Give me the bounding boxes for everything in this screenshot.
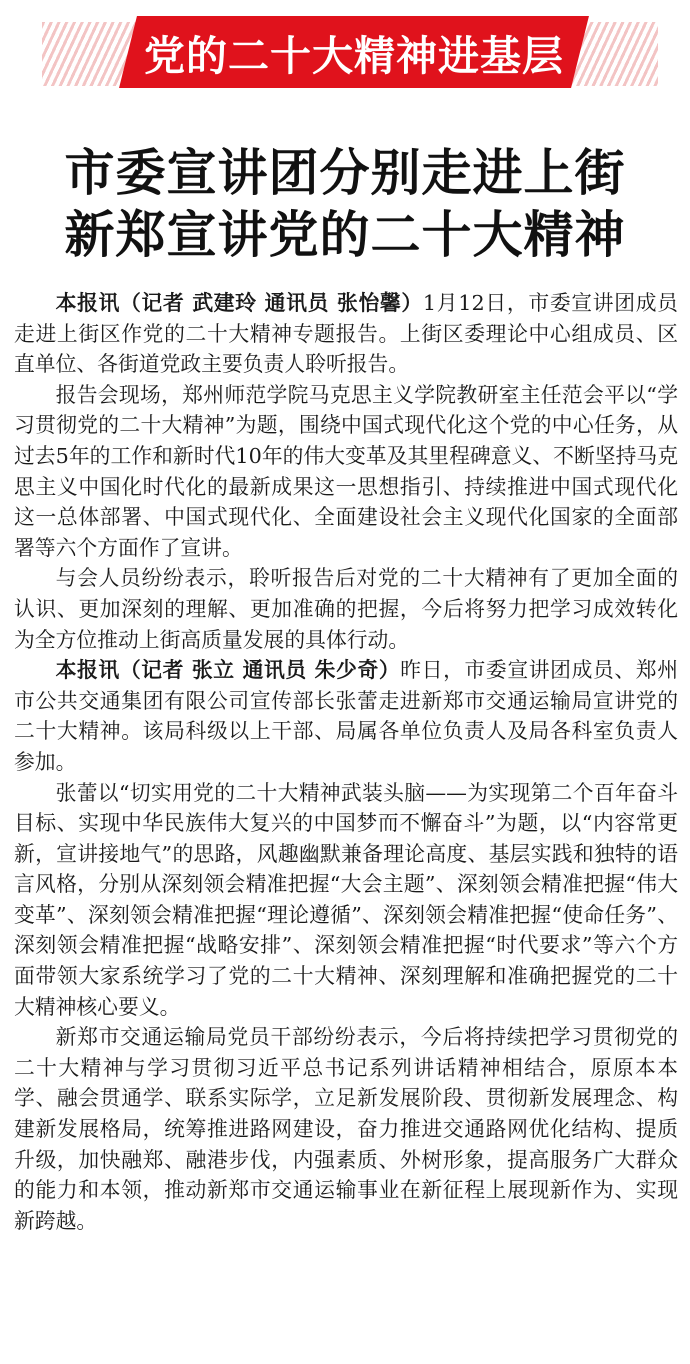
column-label: 党的二十大精神进基层 (144, 31, 564, 80)
paragraph-lead: 本报讯（记者 张立 通讯员 朱少奇） (55, 658, 401, 683)
headline-line-2: 新郑宣讲党的二十大精神 (64, 206, 626, 264)
paragraph-text: 昨日，市委宣讲团成员、郑州市公共交通集团有限公司宣传部长张蕾走进新郑市交通运输局宣讲党的二十大精神。该局科级以上干部、局属各单位负责人及局各科室负责人参加。 (14, 658, 678, 774)
headline (0, 142, 690, 266)
paragraph-5 (14, 778, 678, 1023)
paragraph-lead: 本报讯（记者 武建玲 通讯员 张怡馨） (55, 291, 423, 315)
article-body (14, 288, 678, 1236)
paragraph-text: 报告会现场，郑州师范学院马克思主义学院教研室主任范会平以“学习贯彻党的二十大精神”为题，围绕中国式现代化这个党的中心任务，从过去5年的工作和新时代10年的伟大变革及其里程碑意义、不断坚持马克思主义中国化时代化的最新成果这一思想指引、持续推进中国式现代化这一总体部署、中国式现代化、全面建设社会主义现代化国家的全面部署等六个方面作了宣讲。 (14, 382, 678, 560)
paragraph-text: 新郑市交通运输局党员干部纷纷表示，今后将持续把学习贯彻党的二十大精神与学习贯彻习近平总书记系列讲话精神相结合，原原本本学、融会贯通学、联系实际学，立足新发展阶段、贯彻新发展理念、构建新发展格局，统筹推进路网建设，奋力推进交通路网优化结构、提质升级，加快融郑、融港步伐，内强素质、外树形象，提高服务广大群众的能力和本领，推动新郑市交通运输事业在新征程上展现新作为、实现新跨越。 (14, 1025, 678, 1233)
paragraph-1 (14, 288, 678, 380)
paragraph-text: 1月12日，市委宣讲团成员走进上街区作党的二十大精神专题报告。上街区委理论中心组成员、区直单位、各街道党政主要负责人聆听报告。 (14, 291, 678, 377)
paragraph-2 (14, 380, 678, 564)
paragraph-text: 张蕾以“切实用党的二十大精神武装头脑——为实现第二个百年奋斗目标、实现中华民族伟大复兴的中国梦而不懈奋斗”为题，以“内容常更新，宣讲接地气”的思路，风趣幽默兼备理论高度、基层实践和独特的语言风格，分别从深刻领会精准把握“大会主题”、深刻领会精准把握“伟大变革”、深刻领会精准把握“理论遵循”、深刻领会精准把握“使命任务”、深刻领会精准把握“战略安排”、深刻领会精准把握“时代要求”等六个方面带领大家系统学习了党的二十大精神、深刻理解和准确把握党的二十大精神核心要义。 (14, 780, 678, 1019)
paragraph-4 (14, 655, 678, 777)
headline-line-1: 市委宣讲团分别走进上街 (64, 144, 626, 202)
column-banner (0, 0, 690, 104)
paragraph-6 (14, 1022, 678, 1236)
paragraph-3 (14, 563, 678, 655)
paragraph-text: 与会人员纷纷表示，聆听报告后对党的二十大精神有了更加全面的认识、更加深刻的理解、更加准确的把握，今后将努力把学习成效转化为全方位推动上街高质量发展的具体行动。 (14, 566, 678, 652)
